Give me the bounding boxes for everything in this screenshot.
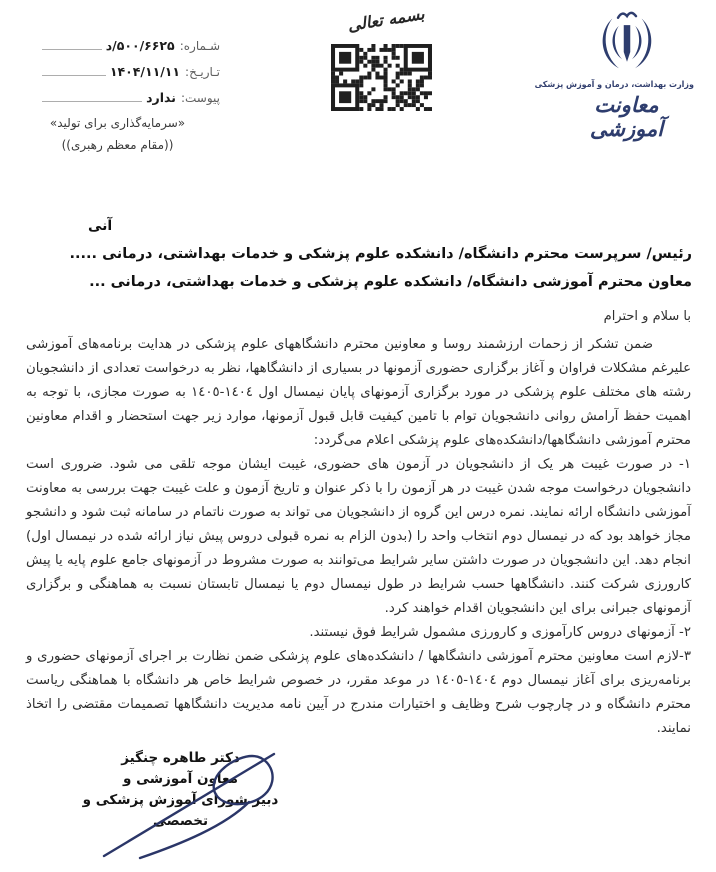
signature-block — [68, 748, 293, 832]
header-fields — [42, 27, 220, 105]
ruled-line — [42, 100, 142, 102]
year-slogan — [35, 112, 200, 156]
signatory-name: دکتر طاهره چنگیز — [121, 750, 240, 766]
signatory-title-2: دبیر شورای آموزش پزشکی و تخصصی — [82, 792, 279, 829]
attachment-field — [42, 79, 220, 105]
salutation: با سلام و احترام — [603, 309, 691, 324]
ruled-line — [42, 48, 102, 50]
recipient-line-1: رئیس/ سرپرست محترم دانشگاه/ دانشکده علوم پزشکی و خدمات بهداشتی، درمانی ..... — [69, 246, 692, 262]
iran-emblem-icon — [582, 8, 672, 78]
department-name: معاونت آموزشی — [589, 93, 664, 141]
letter-body — [26, 333, 691, 741]
date-value: ۱۴۰۴/۱۱/۱۱ — [109, 64, 181, 79]
recipients — [26, 240, 692, 296]
item-3-paragraph: ۳-لازم است معاونین محترم آموزشی دانشگاهها / دانشکده‌های علوم پزشکی ضمن نظارت بر اجرای آزمونهای حضوری و برنامه‌ریزی برای آغاز نیمسال دوم ١٤٠٤-١٤٠٥ در موعد مقرر، در خصوص شرایط خاص هر دانشگاه با هماهنگی ریاست محترم دانشگاه و در چارچوب شرح وظایف و اختیارات مندرج در آیین نامه مدیریت دانشگاهها تصمیمات مقتضی را اتخاذ نمایند. — [26, 649, 691, 736]
attachment-value: ندارد — [146, 90, 176, 105]
slogan-text: «سرمایه‌گذاری برای تولید» — [49, 116, 186, 130]
letter-number-label: شـماره: — [179, 39, 220, 53]
intro-paragraph: ضمن تشکر از زحمات ارزشمند روسا و معاونین محترم دانشگاههای علوم پزشکی در هدایت برنامه‌های آموزشی علیرغم مشکلات فراوان و آغاز برگزاری حضوری آزمونها در بسیاری از دانشگاهها، نظر به درخواست تعدادی از دانشجویان رشته های مختلف علوم پزشکی در مورد برگزاری آزمونهای پایان نیمسال اول ١٤٠٤-١٤٠٥ به صورت مجازی، با توجه به اهمیت حفظ آرامش روانی دانشجویان توام با تامین کیفیت قابل قبول آزمونها، موارد زیر جهت استحضار و اقدام معاونین محترم آموزشی دانشگاهها/دانشکده‌های علوم پزشکی اعلام می‌گردد: — [26, 337, 691, 448]
ministry-name: وزارت بهداشت، درمان و آموزش پزشکی — [534, 79, 694, 90]
recipient-line-2: معاون محترم آموزشی دانشگاه/ دانشکده علوم پزشکی و خدمات بهداشتی، درمانی ... — [89, 274, 692, 290]
item-2-paragraph: ۲- آزمونهای دروس کارآموزی و کارورزی مشمول شرایط فوق نیستند. — [309, 625, 691, 640]
letterhead-emblem-block — [534, 8, 694, 141]
attachment-label: پیوست: — [180, 91, 220, 105]
qr-code — [331, 44, 432, 111]
ruled-line — [42, 74, 106, 76]
signatory-title-1: معاون آموزشی و — [123, 771, 238, 787]
qr-code-graphic — [331, 44, 432, 111]
date-label: تـاریـخ: — [185, 65, 220, 79]
priority-stamp: آنی — [88, 218, 113, 234]
date-field — [42, 53, 220, 79]
item-1-paragraph: ۱- در صورت غیبت هر یک از دانشجویان در آزمون های حضوری، غیبت ایشان موجه تلقی می شود. ضروری است دانشجویان درخواست موجه شدن غیبت در هر آزمون را با ذکر عنوان و تاریخ آزمون و علت غیبت جهت بررسی به معاونت آموزشی دانشگاه ارائه نمایند. نمره درس این گروه از دانشجویان می تواند به صورت ناتمام در سامانه ثبت شود و دانشجو مجاز خواهد بود که در نیمسال دوم انتخاب واحد را (بدون الزام به نمره قبولی دروس پیش نیاز ارائه شده در نیمسال اول) انجام دهد. این دانشجویان در صورت داشتن سایر شرایط می‌توانند به صورت مشروط در آزمونهای جامع علوم پایه یا پیش کارورزی شرکت کنند. دانشگاهها حسب شرایط در طول نیمسال دوم یا نیمسال تابستان نسبت به هماهنگی و برگزاری آزمونهای جبرانی برای این دانشجویان اقدام خواهند کرد. — [26, 457, 691, 616]
letter-number-field — [42, 27, 220, 53]
besmele-calligraphy: بسمه تعالی — [346, 4, 426, 35]
slogan-attribution: ((مقام معظم رهبری)) — [61, 138, 174, 152]
letter-number-value: ۵۰۰/۶۶۲۵/د — [105, 38, 175, 53]
